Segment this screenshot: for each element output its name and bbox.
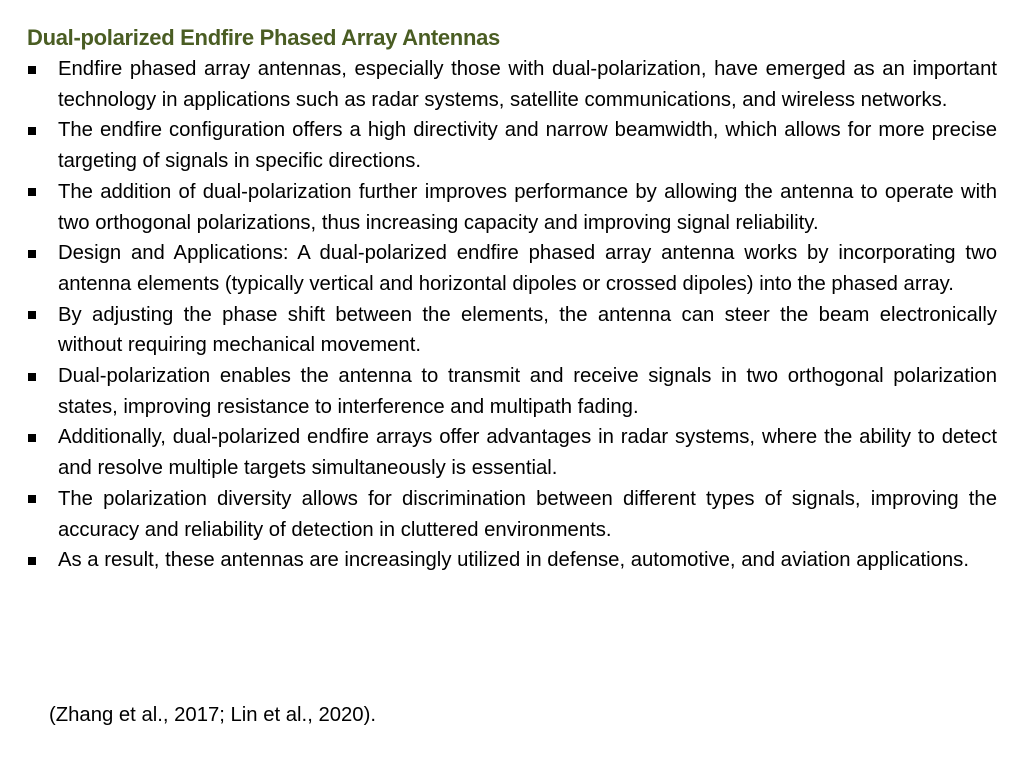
bullet-text: The polarization diversity allows for discrimination between different types of signals, improving the accuracy and reliability of detection in cluttered environments. <box>58 487 997 541</box>
bullet-text: Design and Applications: A dual-polarized endfire phased array antenna works by incorporating two antenna elements (typically vertical and horizontal dipoles or crossed dipoles) into the phased array. <box>58 242 997 295</box>
square-bullet-icon <box>28 434 36 442</box>
bullet-item <box>27 115 997 176</box>
bullet-text: Additionally, dual-polarized endfire arrays offer advantages in radar systems, where the ability to detect and resolve multiple targets simultaneously is essential. <box>58 426 997 480</box>
square-bullet-icon <box>28 373 36 381</box>
square-bullet-icon <box>28 557 36 565</box>
bullet-item <box>27 238 997 299</box>
bullet-item <box>27 177 997 238</box>
square-bullet-icon <box>28 66 36 74</box>
bullet-text: The addition of dual-polarization further improves performance by allowing the antenna to operate with two orthogonal polarizations, thus increasing capacity and improving signal reliability. <box>58 180 997 234</box>
bullet-text: As a result, these antennas are increasingly utilized in defense, automotive, and aviation applications. <box>58 549 969 572</box>
bullet-text: Endfire phased array antennas, especially those with dual-polarization, have emerged as an important technology in applications such as radar systems, satellite communications, and wireless networks. <box>58 58 997 111</box>
bullet-list <box>27 54 997 576</box>
slide-title: Dual-polarized Endfire Phased Array Antennas <box>27 25 500 50</box>
bullet-item <box>27 54 997 115</box>
square-bullet-icon <box>28 250 36 258</box>
bullet-text: By adjusting the phase shift between the elements, the antenna can steer the beam electronically without requiring mechanical movement. <box>58 303 997 357</box>
bullet-text: The endfire configuration offers a high directivity and narrow beamwidth, which allows for more precise targeting of signals in specific directions. <box>58 119 997 173</box>
citation: (Zhang et al., 2017; Lin et al., 2020). <box>49 704 376 726</box>
square-bullet-icon <box>28 188 36 196</box>
bullet-text: Dual-polarization enables the antenna to transmit and receive signals in two orthogonal polarization states, improving resistance to interference and multipath fading. <box>58 365 997 418</box>
square-bullet-icon <box>28 127 36 135</box>
bullet-item <box>27 300 997 361</box>
bullet-item <box>27 484 997 545</box>
bullet-item <box>27 361 997 422</box>
square-bullet-icon <box>28 495 36 503</box>
bullet-item <box>27 545 997 576</box>
square-bullet-icon <box>28 311 36 319</box>
bullet-item <box>27 422 997 483</box>
